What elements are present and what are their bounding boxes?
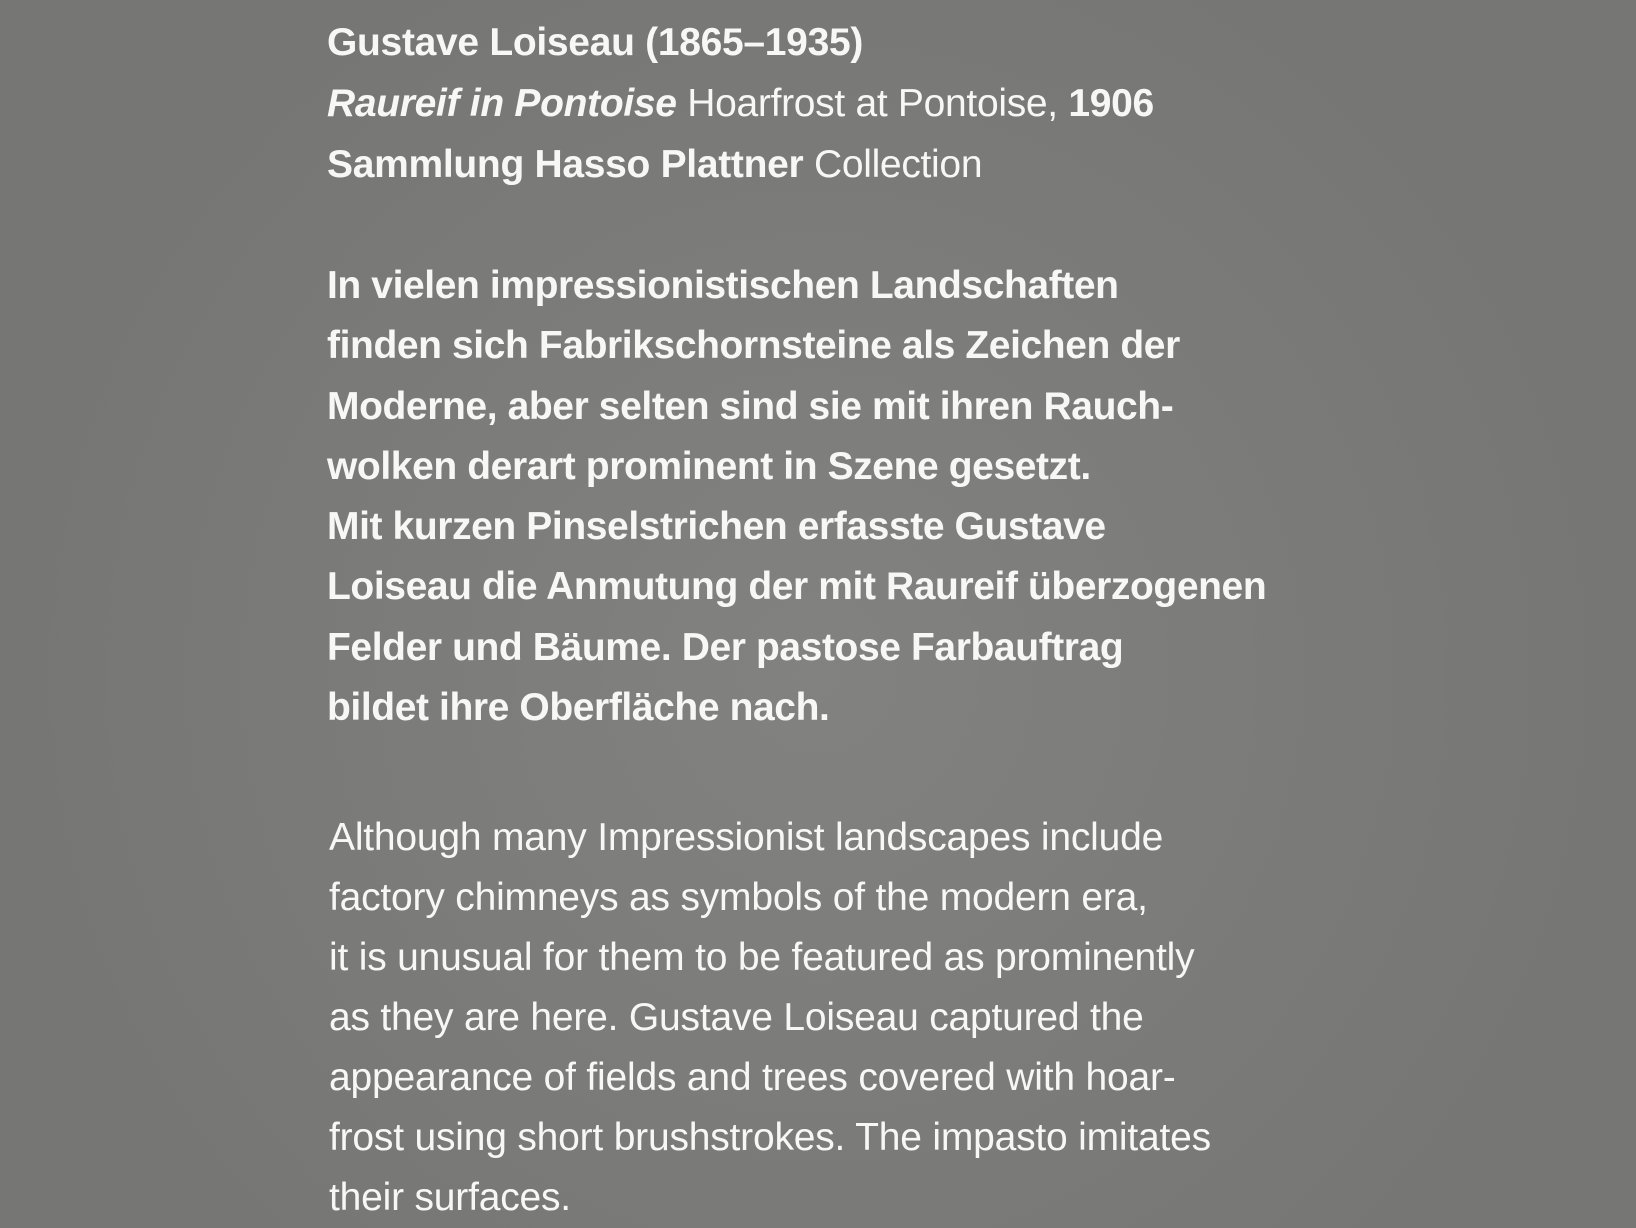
english-line: their surfaces. (329, 1176, 571, 1219)
german-line: Felder und Bäume. Der pastose Farbauftrag (327, 625, 1124, 669)
german-line: In vielen impressionistischen Landschaften (327, 264, 1119, 307)
german-line: wolken derart prominent in Szene gesetzt. (327, 444, 1091, 488)
artwork-title-german: Raureif in Pontoise (327, 82, 677, 125)
artwork-title-english: Hoarfrost at Pontoise, (687, 82, 1058, 125)
artist-name: Gustave Loiseau (1865–1935) (327, 21, 864, 64)
artwork-title-line (327, 73, 1387, 134)
english-line: appearance of fields and trees covered with hoar- (329, 1056, 1176, 1099)
english-line: frost using short brushstrokes. The impasto imitates (329, 1116, 1211, 1159)
german-line: finden sich Fabrikschornsteine als Zeichen der (327, 324, 1180, 368)
museum-label (327, 12, 1387, 1219)
german-line: Loiseau die Anmutung der mit Raureif überzogenen (327, 565, 1267, 609)
german-description (327, 256, 1266, 738)
german-line: bildet ihre Oberfläche nach. (327, 686, 830, 730)
collection-line (327, 134, 1387, 195)
english-description (329, 808, 1211, 1228)
collection-english: Collection (813, 143, 983, 186)
english-line: it is unusual for them to be featured as prominently (329, 936, 1195, 979)
english-line: Although many Impressionist landscapes include (329, 816, 1164, 859)
german-line: Moderne, aber selten sind sie mit ihren Rauch- (327, 384, 1174, 428)
collection-german: Sammlung Hasso Plattner (327, 143, 804, 186)
english-line: factory chimneys as symbols of the modern era, (329, 876, 1148, 919)
english-line: as they are here. Gustave Loiseau captured the (329, 996, 1144, 1039)
artwork-year: 1906 (1068, 82, 1154, 125)
german-line: Mit kurzen Pinselstrichen erfasste Gustave (327, 505, 1106, 549)
